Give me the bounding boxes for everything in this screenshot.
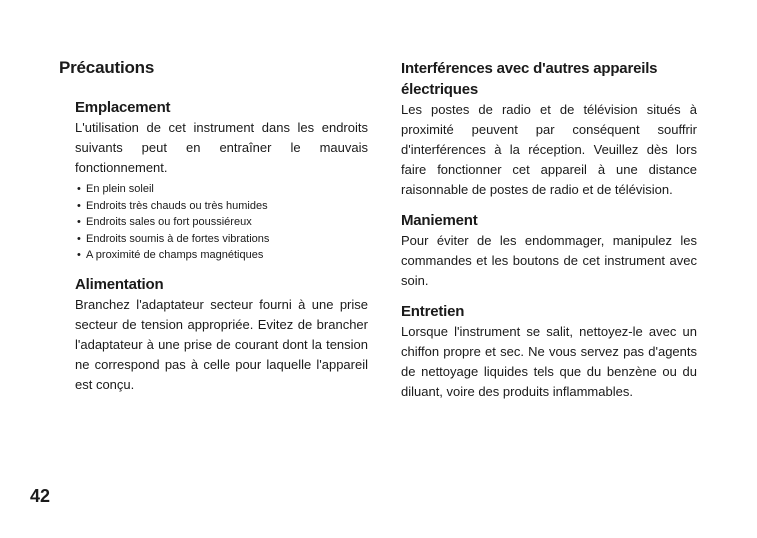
interferences-heading: Interférences avec d'autres appareils électriques	[401, 60, 658, 98]
list-item: • Endroits très chauds ou très humides	[75, 198, 368, 215]
section-maniement	[401, 210, 697, 291]
left-column	[75, 97, 368, 395]
list-item: • En plein soleil	[75, 181, 368, 198]
emplacement-heading: Emplacement	[75, 99, 171, 116]
entretien-heading: Entretien	[401, 303, 465, 320]
emplacement-list	[75, 181, 368, 264]
alimentation-heading: Alimentation	[75, 275, 164, 293]
section-emplacement	[75, 97, 368, 264]
entretien-text: Lorsque l'instrument se salit, nettoyez-le avec un chiffon propre et sec. Ne vous servez pas d'agents de nettoyage liquides tels que du benzène ou du diluant, voire des produits inflammables.	[401, 324, 697, 399]
section-interferences	[401, 58, 697, 200]
list-item: • A proximité de champs magnétiques	[75, 247, 368, 264]
page-title: Précautions	[59, 58, 155, 77]
section-alimentation	[75, 274, 368, 395]
maniement-heading: Maniement	[401, 212, 478, 229]
list-item: • Endroits sales ou fort poussiéreux	[75, 214, 368, 231]
alimentation-text: Branchez l'adaptateur secteur fourni à une prise secteur de tension appropriée. Evitez de brancher l'adaptateur à une prise de courant dont la tension ne correspond pas à celle pour laquelle l'appareil est conçu.	[75, 296, 368, 392]
maniement-text: Pour éviter de les endommager, manipulez les commandes et les boutons de cet instrument avec soin.	[401, 233, 697, 288]
emplacement-text: L'utilisation de cet instrument dans les endroits suivants peut en entraîner le mauvais fonctionnement.	[75, 120, 368, 175]
interferences-text: Les postes de radio et de télévision situés à proximité peuvent par conséquent souffrir d'interférences à la réception. Veuillez dès lors faire fonctionner cet appareil à une distance raisonnable de postes de radio et de télévision.	[401, 102, 697, 197]
list-item: • Endroits soumis à de fortes vibrations	[75, 231, 368, 248]
right-column	[401, 58, 697, 402]
section-entretien	[401, 301, 697, 402]
page-number: 42	[30, 486, 51, 506]
